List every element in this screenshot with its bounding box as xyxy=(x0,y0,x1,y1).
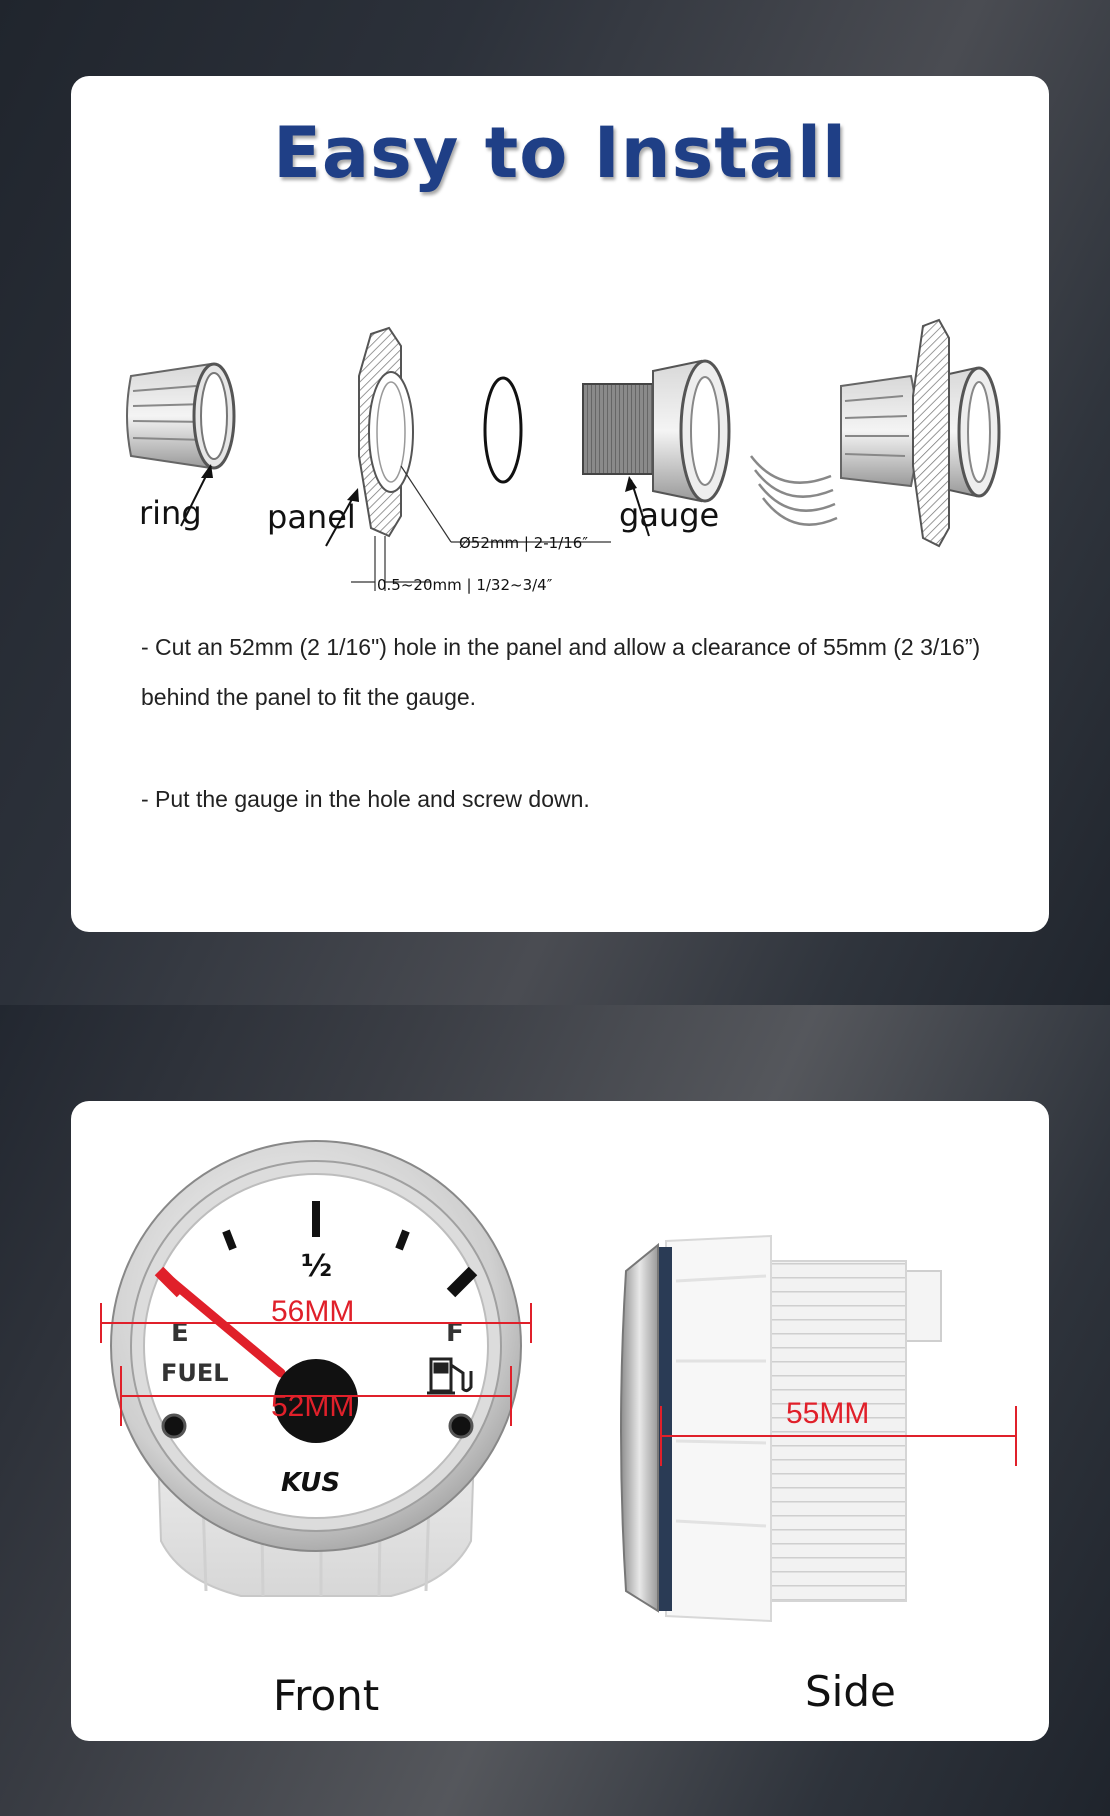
o-ring-part xyxy=(485,378,521,482)
gauge-name: FUEL xyxy=(161,1359,229,1387)
install-step-1: - Cut an 52mm (2 1/16") hole in the panel and allow a clearance of 55mm (2 3/16”) behind the panel to fit the gauge. xyxy=(141,634,981,710)
gauge-label: gauge xyxy=(619,496,720,534)
gauge-empty-mark: E xyxy=(171,1318,189,1348)
hole-diameter-label: Ø52mm | 2-1/16″ xyxy=(459,534,588,552)
install-step-2: - Put the gauge in the hole and screw down. xyxy=(141,786,590,812)
gauge-part xyxy=(583,361,729,501)
side-caption: Side xyxy=(805,1667,896,1716)
outer-diameter-label: 56MM xyxy=(271,1295,355,1328)
install-diagram xyxy=(71,246,1049,594)
front-caption: Front xyxy=(273,1671,380,1720)
panel-part xyxy=(359,328,413,536)
panel-label: panel xyxy=(267,498,356,536)
gauge-half-mark: ½ xyxy=(301,1249,333,1284)
assembled-part xyxy=(751,320,999,546)
depth-label: 55MM xyxy=(786,1397,870,1430)
side-gauge-photo xyxy=(606,1221,1036,1641)
panel-thickness-label: 0.5~20mm | 1/32~3/4″ xyxy=(377,576,553,594)
cutout-diameter-label: 52MM xyxy=(271,1390,355,1423)
dimensions-card xyxy=(71,1101,1049,1741)
gauge-full-mark: F xyxy=(446,1318,464,1348)
brand-logo: KUS xyxy=(281,1468,341,1498)
install-card xyxy=(71,76,1049,932)
front-gauge-photo xyxy=(91,1141,541,1621)
page-title: Easy to Install xyxy=(273,112,847,194)
ring-label: ring xyxy=(139,494,202,532)
ring-part xyxy=(127,364,234,468)
